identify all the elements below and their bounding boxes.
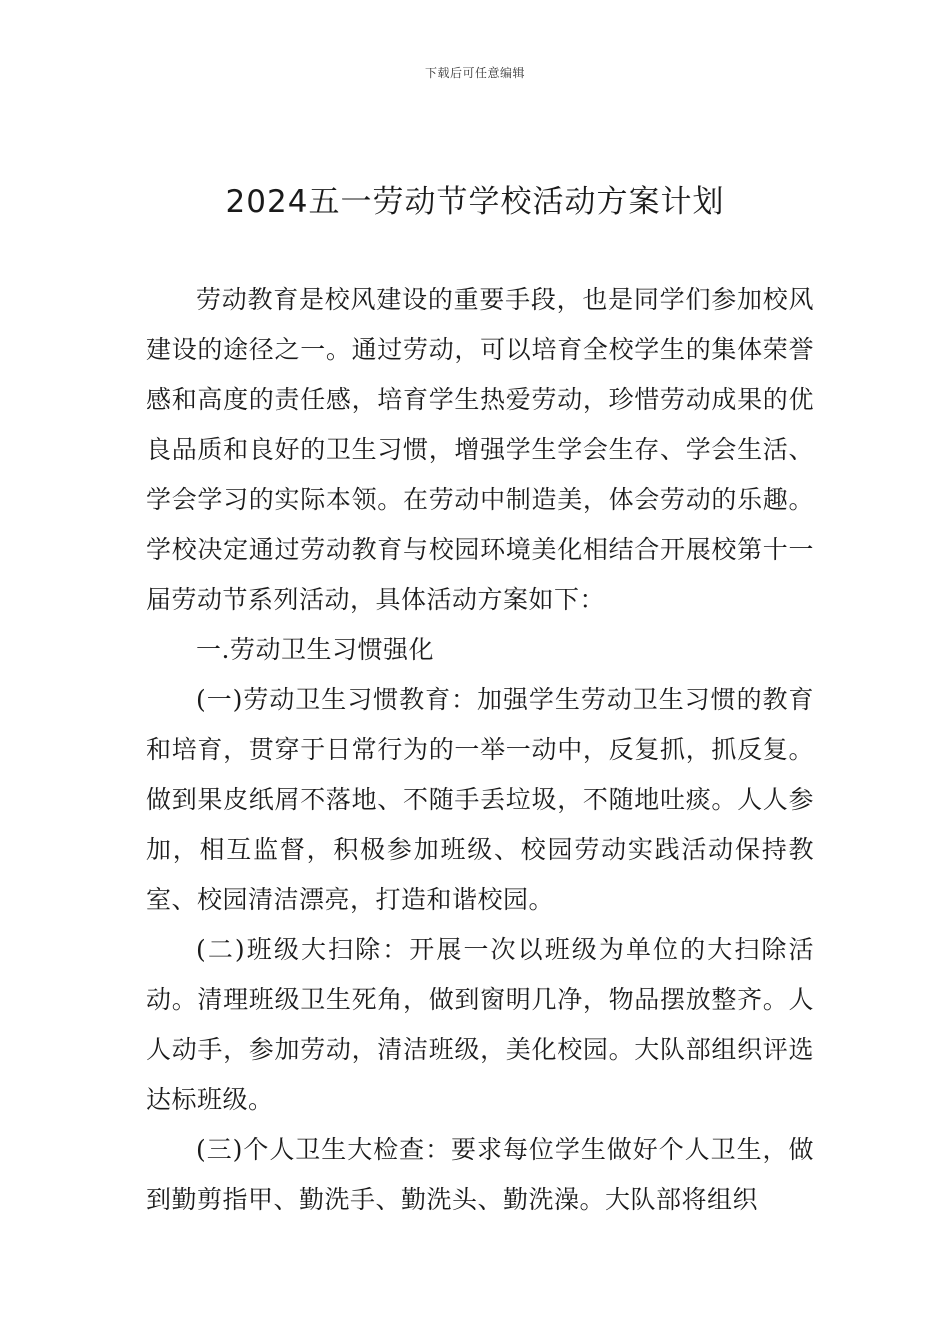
item-paragraph-2: (二)班级大扫除：开展一次以班级为单位的大扫除活动。清理班级卫生死角，做到窗明几净，物品摆放整齐。人人动手，参加劳动，清洁班级，美化校园。大队部组织评选达标班级。	[146, 935, 814, 1114]
item-paragraph-1: (一)劳动卫生习惯教育：加强学生劳动卫生习惯的教育和培育，贯穿于日常行为的一举一动中，反复抓，抓反复。做到果皮纸屑不落地、不随手丢垃圾，不随地吐痰。人人参加，相互监督，积极参加班级、校园劳动实践活动保持教室、校园清洁漂亮，打造和谐校园。	[146, 685, 814, 914]
item-paragraph-3: (三)个人卫生大检查：要求每位学生做好个人卫生，做到勤剪指甲、勤洗手、勤洗头、勤洗澡。大队部将组织	[146, 1135, 814, 1214]
intro-paragraph: 劳动教育是校风建设的重要手段，也是同学们参加校风建设的途径之一。通过劳动，可以培育全校学生的集体荣誉感和高度的责任感，培育学生热爱劳动，珍惜劳动成果的优良品质和良好的卫生习惯，增强学生学会生存、学会生活、学会学习的实际本领。在劳动中制造美，体会劳动的乐趣。学校决定通过劳动教育与校园环境美化相结合开展校第十一届劳动节系列活动，具体活动方案如下：	[146, 285, 814, 614]
page-header-note: 下载后可任意编辑	[424, 66, 525, 80]
document-title: 2024五一劳动节学校活动方案计划	[225, 184, 725, 220]
section-heading: 一.劳动卫生习惯强化	[196, 635, 434, 664]
document-body	[146, 275, 814, 1225]
